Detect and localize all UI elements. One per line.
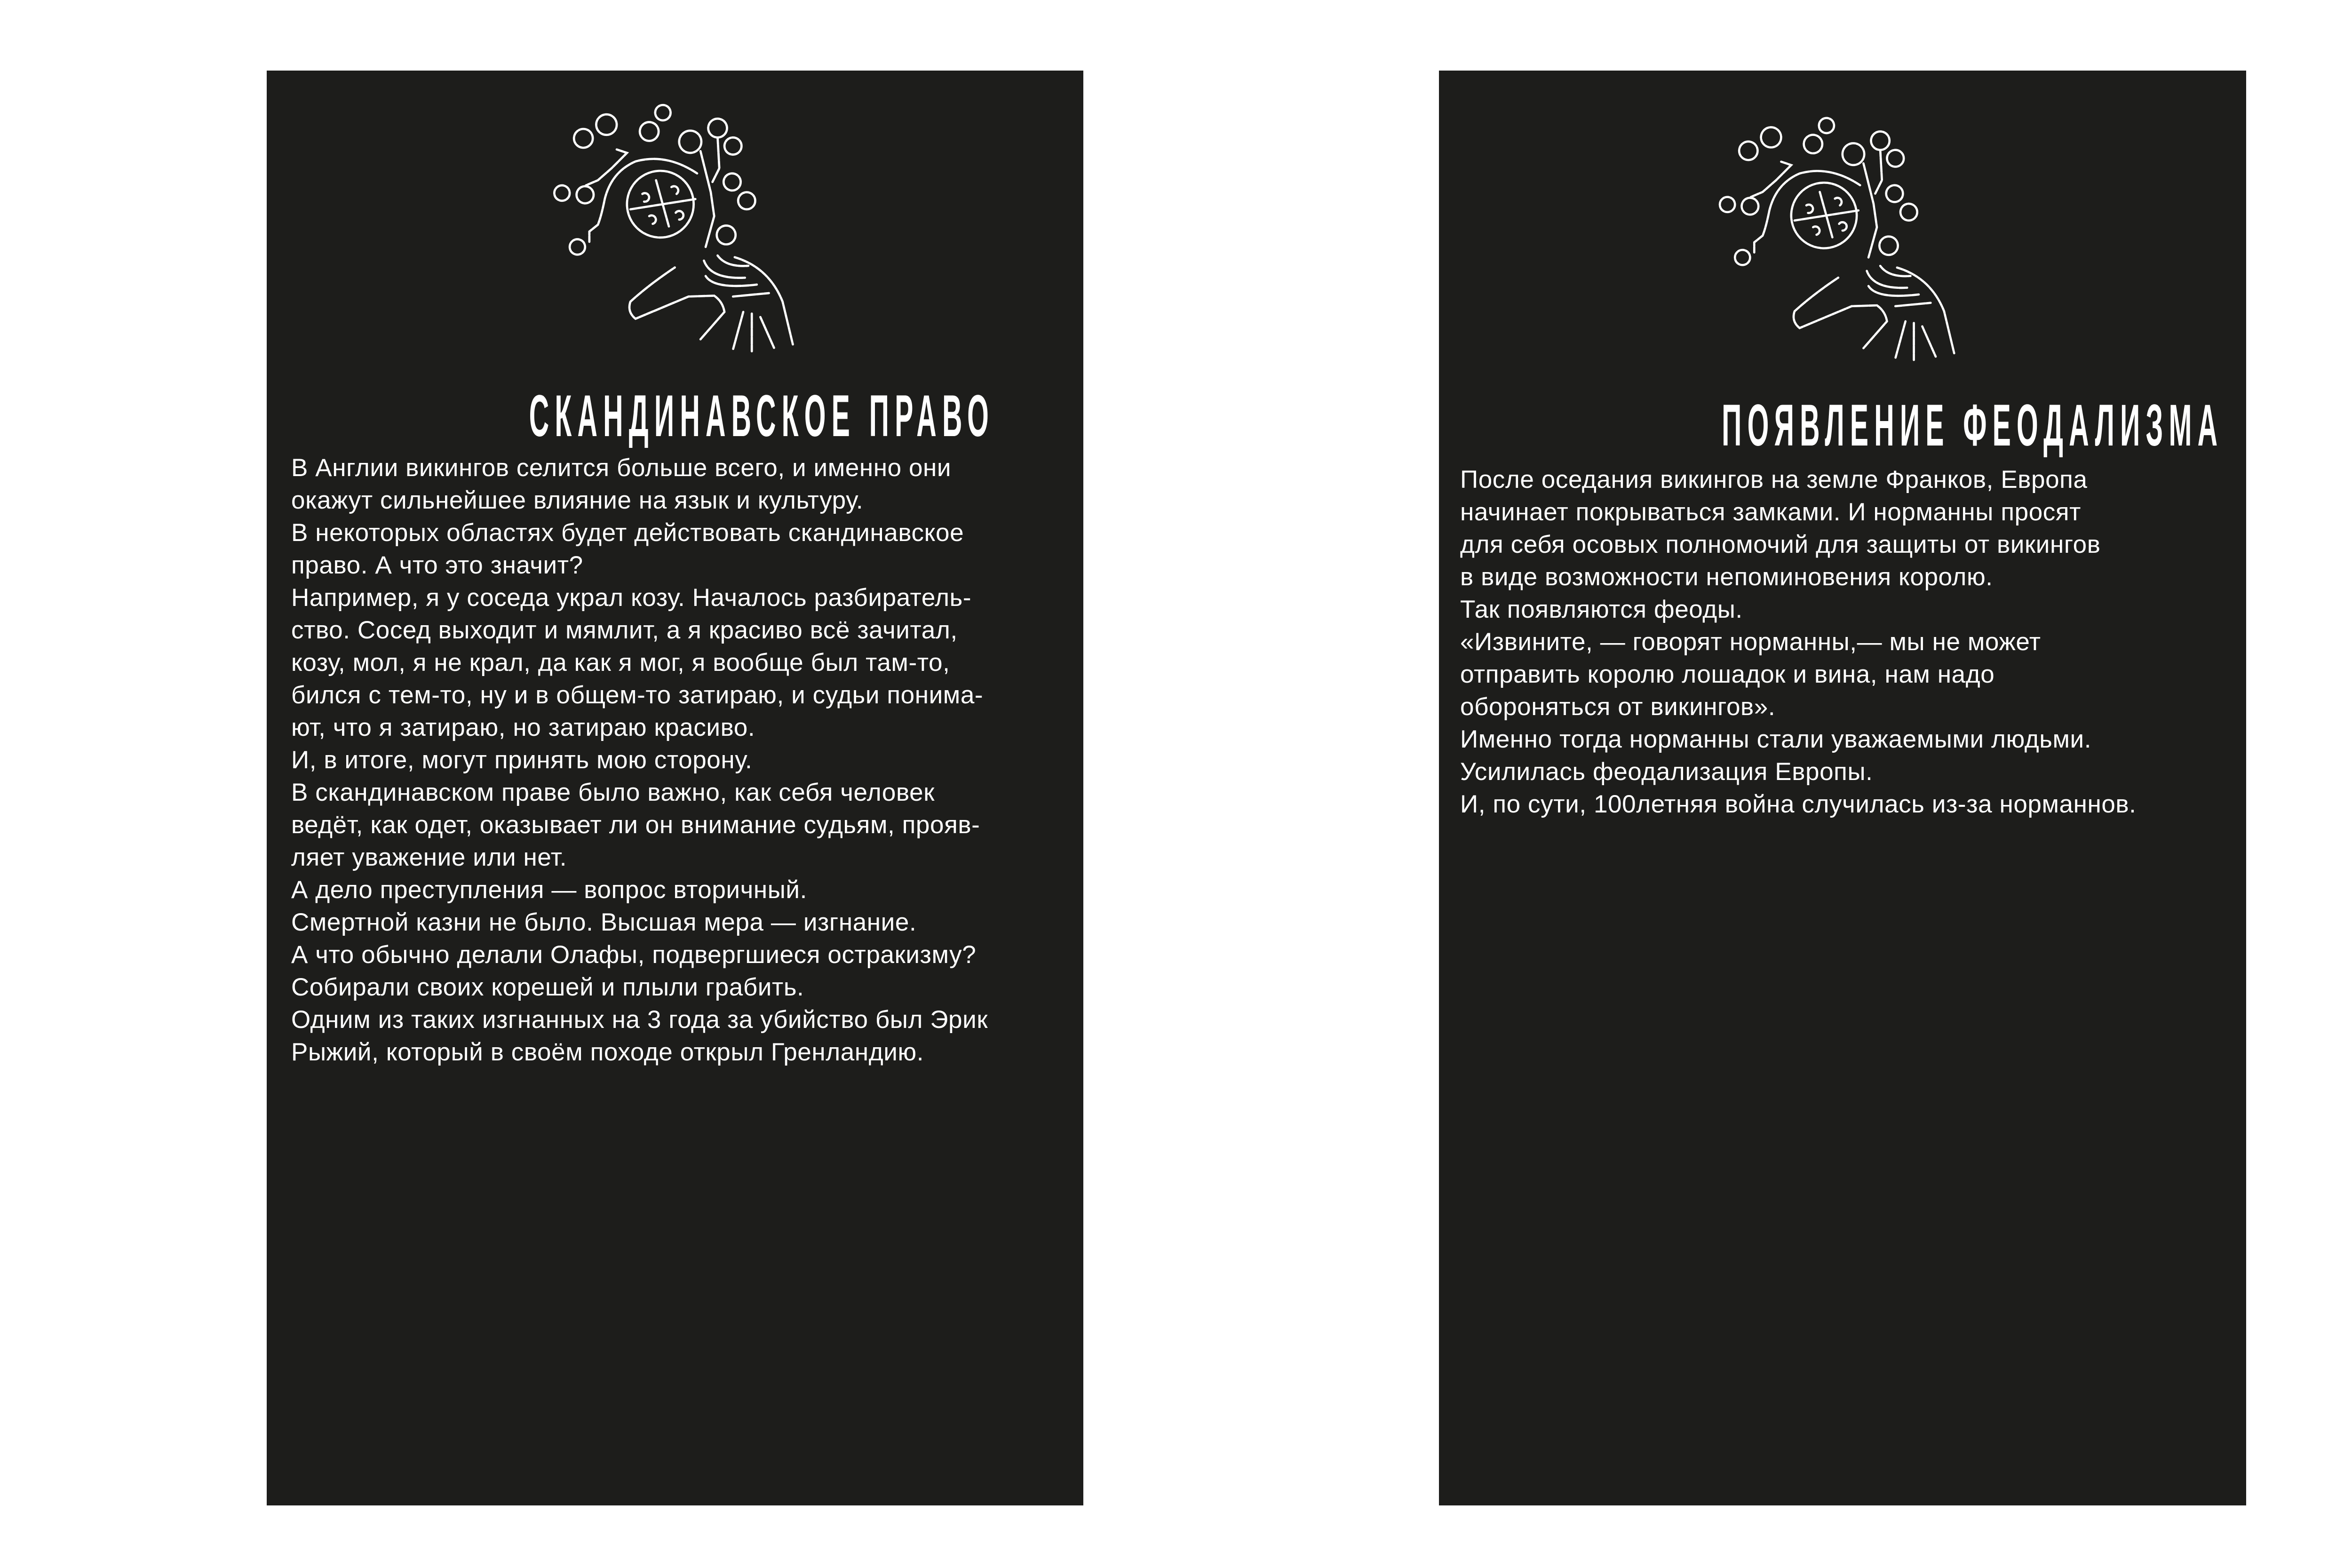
text-line: козу, мол, я не крал, да как я мог, я вообще был там-то, (291, 649, 950, 677)
text-line: обороняться от викингов». (1460, 693, 1776, 721)
text-line: И, в итоге, могут принять мою сторону. (291, 746, 753, 774)
text-line: ляет уважение или нет. (291, 844, 567, 871)
text-line: В некоторых областях будет действовать скандинавское (291, 519, 964, 547)
text-line: А что обычно делали Олафы, подвергшиеся остракизму? (291, 941, 977, 969)
text-line: Собирали своих корешей и плыли грабить. (291, 973, 804, 1001)
text-line: в виде возможности непоминовения королю. (1460, 563, 1993, 591)
text-line: Смертной казни не было. Высшая мера — изгнание. (291, 908, 917, 936)
text-line: ство. Сосед выходит и мямлит, а я красиво всё зачитал, (291, 616, 958, 644)
card-title: СКАНДИНАВСКОЕ ПРАВО (529, 383, 995, 449)
deer-emblem-icon (1712, 93, 1976, 390)
text-line: Рыжий, который в своём походе открыл Гренландию. (291, 1038, 924, 1066)
card-body (1460, 463, 2137, 820)
text-line: И, по сути, 100летняя война случилась из-за норманнов. (1460, 790, 2137, 818)
text-line: Например, я у соседа украл козу. Началось разбиратель- (291, 584, 972, 612)
text-line: отправить королю лошадок и вина, нам надо (1460, 661, 1995, 688)
text-line: Усилилась феодализация Европы. (1460, 758, 1873, 786)
text-line: для себя осовых полномочий для защиты от викингов (1460, 531, 2101, 558)
text-line: ют, что я затираю, но затираю красиво. (291, 714, 755, 741)
text-line: право. А что это значит? (291, 551, 583, 579)
deer-emblem-icon (547, 80, 815, 381)
text-line: В скандинавском праве было важно, как себя человек (291, 779, 935, 806)
card-feudalism (1439, 71, 2246, 1505)
text-line: В Англии викингов селится больше всего, и именно они (291, 454, 952, 482)
card-body (291, 452, 988, 1068)
card-scandinavian-law (267, 71, 1083, 1505)
text-line: окажут сильнейшее влияние на язык и культуру. (291, 486, 864, 514)
text-line: После оседания викингов на земле Франков, Европа (1460, 466, 2088, 493)
text-line: начинает покрываться замками. И норманны просят (1460, 498, 2082, 526)
text-line: Так появляются феоды. (1460, 596, 1743, 623)
text-line: Одним из таких изгнанных на 3 года за убийство был Эрик (291, 1006, 988, 1034)
text-line: А дело преступления — вопрос вторичный. (291, 876, 807, 904)
text-line: «Извините, — говорят норманны,— мы не может (1460, 628, 2041, 656)
card-title: ПОЯВЛЕНИЕ ФЕОДАЛИЗМА (1722, 393, 2224, 458)
text-line: ведёт, как одет, оказывает ли он внимание судьям, прояв- (291, 811, 980, 839)
text-line: Именно тогда норманны стали уважаемыми людьми. (1460, 725, 2092, 753)
text-line: бился с тем-то, ну и в общем-то затираю, и судьи понима- (291, 681, 984, 709)
